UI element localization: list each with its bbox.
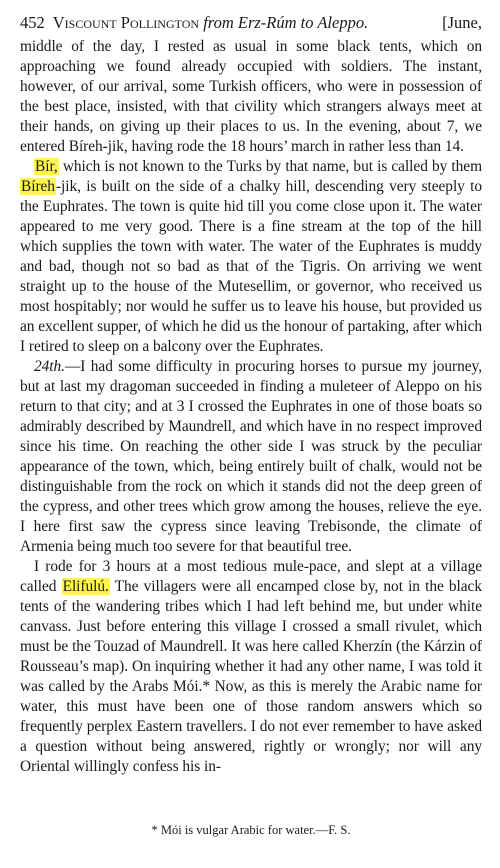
title-author: Viscount Pollington: [52, 13, 200, 32]
text-run: middle of the day, I rested as usual in some black tents, which on approaching we found already occupied with soldiers. The instant, however, of our arrival, some Turkish officers, who were in possession of the best place, insisted, with that civility which strangers always meet at their hands, on giving up their places to us. In the evening, about 7, we entered Bíreh-jik, having rode the 18 hours’ march in rather less than 14.: [20, 38, 482, 155]
paragraph: [20, 157, 482, 357]
paragraph: [20, 37, 482, 157]
highlighted-text: Elifulú.: [62, 578, 109, 595]
date-marker: 24th.: [34, 358, 65, 375]
text-run: The villagers were all encamped close by, not in the black tents of the wandering tribes which I had left behind me, but under white canvass. Just before entering this village I crossed a small rivulet, which must be the Touzad of Maundrell. It was here called Kherzín (the Kárzin of Rousseau’s map). On inquiring whether it had any other name, I was told it was called by the Arabs Mói.* Now, as this is merely the Arabic name for water, this must have been one of those random answers which so frequently perplex Eastern travellers. I do not ever remember to have asked a question without being answered, rightly or wrongly; nor will any Oriental willingly confess his in-: [20, 578, 482, 775]
text-run: —I had some difficulty in procuring horses to pursue my journey, but at last my dragoman succeeded in finding a muleteer of Aleppo on his return to that city; and at 3 I crossed the Euphrates in one of those boats so admirably described by Maundrell, and which have in no respect improved since his time. On reaching the other side I was struck by the peculiar appearance of the town, which, being entirely built of chalk, would not be distinguishable from the rock on which it stands did not the deep green of the cypress, and other trees which grow among the houses, relieve the eye. I here first saw the cypress since leaving Trebisonde, the climate of Armenia being much too severe for that beautiful tree.: [20, 358, 482, 555]
page-number: 452: [20, 13, 45, 32]
text-run: -jik, is built on the side of a chalky hill, descending very steeply to the Euphrates. The town is quite hid till you come close upon it. The water appeared to me very good. There is a fine stream at the top of the hill which supplies the town with water. The water of the Euphrates is muddy and bad, though not so bad as that of the Tigris. On arriving we went straight up to the house of the Mutesellim, or governor, who received us most hospitably; nor would he suffer us to leave his house, but provided us an excellent supper, of which he did us the honour of partaking, after which I retired to sleep on a balcony over the Euphrates.: [20, 178, 482, 355]
highlighted-text: Bír,: [35, 158, 58, 175]
body-text: [20, 37, 482, 777]
title-route: from Erz-Rúm to Aleppo.: [203, 13, 369, 32]
paragraph: [20, 357, 482, 557]
paragraph: [20, 557, 482, 777]
text-run: which is not known to the Turks by that name, but is called by them: [58, 158, 482, 175]
running-title: [53, 12, 442, 34]
header-date: [June,: [442, 13, 482, 32]
running-header: [20, 12, 482, 34]
text-run: I rode for 3 hours at a most tedious mule-pace, and slept at a village called: [20, 558, 482, 595]
footnote: * Mói is vulgar Arabic for water.—F. S.: [151, 823, 351, 837]
highlighted-text: Bíreh: [21, 178, 55, 195]
